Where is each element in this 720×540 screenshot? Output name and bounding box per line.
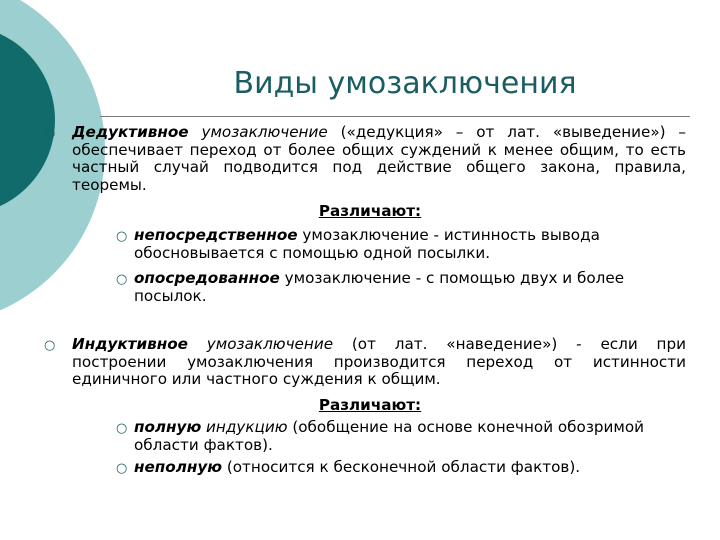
bullet-circle-icon: ○ xyxy=(44,126,56,141)
induction-distinguish-label: Различают: xyxy=(318,396,422,414)
deduction-type-2-term: опосредованное xyxy=(134,269,280,287)
sub-bullet-circle-icon: ○ xyxy=(116,461,128,476)
deduction-paragraph xyxy=(72,124,686,194)
deduction-type-1-text: умозаключение - истинность вывода обосновывается с помощью одной посылки. xyxy=(134,226,600,262)
sub-bullet-circle-icon: ○ xyxy=(116,421,128,436)
sub-bullet-circle-icon: ○ xyxy=(116,229,128,244)
deduction-type-2 xyxy=(134,270,686,305)
induction-term-rest: умозаключение xyxy=(187,335,334,353)
deduction-type-2-text: умозаключение - с помощью двух и более посылок. xyxy=(134,269,625,305)
deduction-type-1 xyxy=(134,227,686,262)
title-divider xyxy=(100,116,690,117)
induction-type-1-term: полную xyxy=(134,418,202,436)
induction-type-1-term-rest: индукцию xyxy=(201,418,288,436)
induction-type-2-term: неполную xyxy=(134,458,223,476)
induction-term: Индуктивное xyxy=(72,335,188,353)
deduction-term: Дедуктивное xyxy=(72,123,189,141)
bullet-circle-icon: ○ xyxy=(44,338,56,353)
induction-type-1-text: (обобщение на основе конечной обозримой области фактов). xyxy=(134,418,645,454)
induction-type-2 xyxy=(134,459,686,477)
deduction-definition: («дедукция» – от лат. «выведение») – обеспечивает переход от более общих суждений к менее общим, то есть частный случай подводится под действие общего закона, правила, теоремы. xyxy=(72,123,687,194)
slide-title: Виды умозаключения xyxy=(233,66,577,101)
deduction-distinguish-label: Различают: xyxy=(318,202,422,220)
deduction-term-rest: умозаключение xyxy=(188,123,328,141)
induction-paragraph xyxy=(72,336,686,389)
induction-type-2-text: (относится к бесконечной области фактов). xyxy=(222,458,581,476)
induction-definition: (от лат. «наведение») - если при построении умозаключения производится переход от истинности единичного или частного суждения к общим. xyxy=(72,335,686,388)
sub-bullet-circle-icon: ○ xyxy=(116,272,128,287)
deduction-type-1-term: непосредственное xyxy=(134,226,298,244)
induction-type-1 xyxy=(134,419,686,454)
